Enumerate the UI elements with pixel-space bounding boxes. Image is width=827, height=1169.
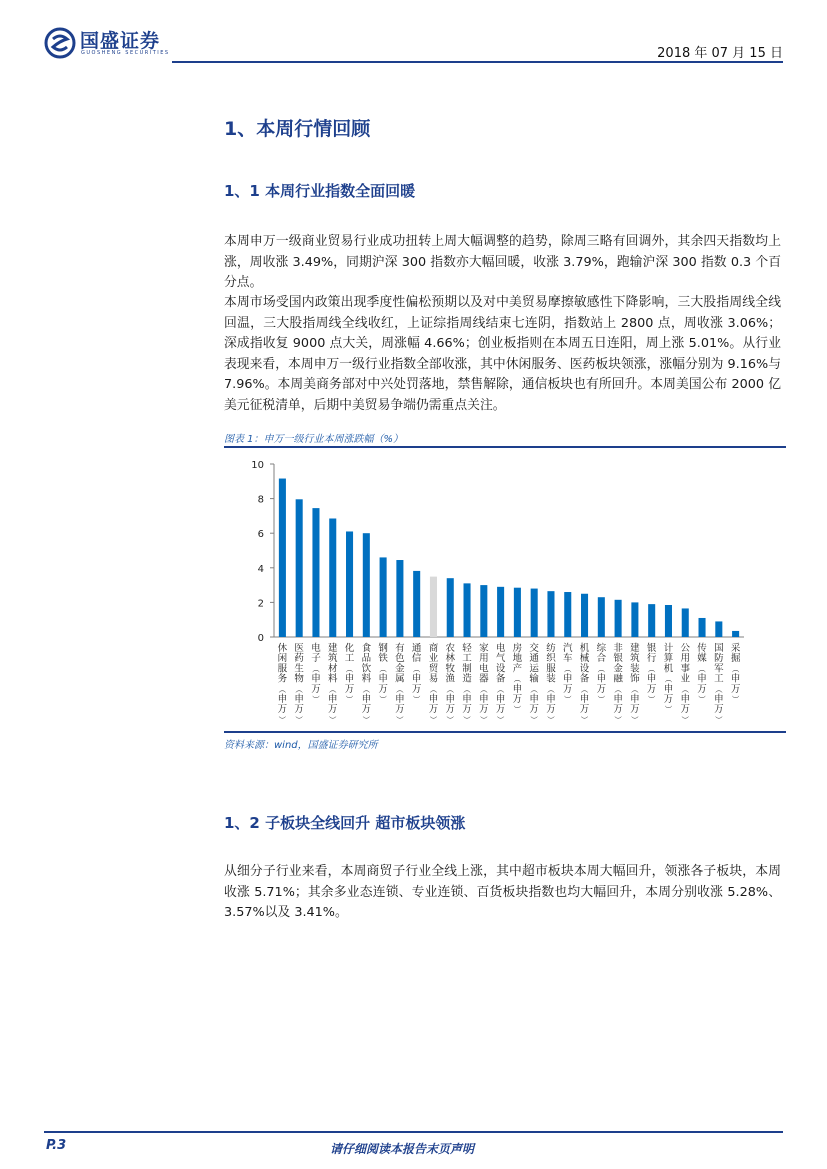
x-tick-label: 钢铁︵申万︶ <box>378 643 388 704</box>
bar <box>564 592 571 637</box>
brand-subtitle: GUOSHENG SECURITIES <box>81 50 170 56</box>
report-date: 2018 年 07 月 15 日 <box>657 46 783 61</box>
x-tick-label: 传媒︵申万︶ <box>697 643 707 704</box>
x-tick-label: 休闲服务︵申万︶ <box>277 643 288 725</box>
x-tick-label: 建筑材料︵申万︶ <box>327 643 338 725</box>
x-tick-label: 综合︵申万︶ <box>596 643 607 704</box>
y-tick-label: 4 <box>257 563 264 575</box>
x-tick-label: 化工︵申万︶ <box>344 643 355 704</box>
bar <box>547 591 554 637</box>
x-tick-label: 通信︵申万︶ <box>411 643 422 704</box>
bar <box>648 604 655 637</box>
figure-bottom-rule <box>224 731 786 733</box>
subsection-title-1-2: 1、2 子板块全线回升 超市板块领涨 <box>224 814 466 832</box>
bar <box>430 577 437 637</box>
bar <box>598 597 605 637</box>
paragraph-subsector: 从细分子行业来看，本周商贸子行业全线上涨，其中超市板块本周大幅回升，领涨各子板块，本周收涨 5.71%；其余多业态连锁、专业连锁、百货板块指数也均大幅回升，本周分别收涨 5.28%、3.57%以及 3.41%。 <box>224 864 781 921</box>
bar <box>715 621 722 637</box>
bar <box>380 557 387 637</box>
brand-name: 国盛证券 <box>80 30 161 52</box>
bar <box>581 594 588 637</box>
bar <box>732 631 739 637</box>
y-tick-label: 8 <box>257 494 264 506</box>
y-tick-label: 10 <box>251 460 264 471</box>
figure-top-rule <box>224 446 786 448</box>
industry-bar-chart <box>224 450 786 730</box>
bar <box>480 585 487 637</box>
y-tick-label: 2 <box>257 598 264 610</box>
x-tick-label: 有色金属︵申万︶ <box>395 643 405 725</box>
x-tick-label: 交通运输︵申万︶ <box>529 643 539 725</box>
x-tick-label: 建筑装饰︵申万︶ <box>630 643 640 725</box>
x-tick-label: 医药生物︵申万︶ <box>294 643 304 725</box>
bar <box>346 531 353 637</box>
figure-source: 资料来源：wind，国盛证券研究所 <box>224 740 378 751</box>
bar <box>665 605 672 637</box>
bar <box>615 600 622 637</box>
x-tick-label: 商业贸易︵申万︶ <box>428 643 439 725</box>
x-tick-label: 农林牧渔︵申万︶ <box>445 643 456 725</box>
bar <box>329 518 336 637</box>
y-tick-label: 0 <box>257 633 264 644</box>
paragraph-weekly-summary: 本周申万一级商业贸易行业成功扭转上周大幅调整的趋势，除周三略有回调外，其余四天指数均上涨，周收涨 3.49%，同期沪深 300 指数亦大幅回暖，收涨 3.79%，跑输沪深 300 指数 0.3 个百分点。 <box>224 234 781 291</box>
x-tick-label: 电子︵申万︶ <box>311 643 321 704</box>
bar <box>296 499 303 637</box>
bar <box>413 571 420 637</box>
bar <box>447 578 454 637</box>
bar <box>396 560 403 637</box>
x-tick-label: 机械设备︵申万︶ <box>579 643 590 725</box>
subsection-title-1-1: 1、1 本周行业指数全面回暖 <box>224 182 416 200</box>
footer-disclaimer: 请仔细阅读本报告末页声明 <box>330 1142 475 1156</box>
bar <box>699 618 706 637</box>
guosheng-logo-icon <box>44 27 76 59</box>
x-tick-label: 国防军工︵申万︶ <box>714 643 724 725</box>
page-number: P.3 <box>46 1138 67 1153</box>
y-tick-label: 6 <box>257 529 264 541</box>
brand-logo <box>44 25 184 65</box>
x-tick-label: 轻工制造︵申万︶ <box>462 643 472 725</box>
x-tick-label: 食品饮料︵申万︶ <box>361 643 372 725</box>
x-tick-label: 银行︵申万︶ <box>646 643 657 704</box>
x-tick-label: 房地产︵申万︶ <box>512 643 523 715</box>
x-tick-label: 公用事业︵申万︶ <box>680 643 691 725</box>
bar <box>631 602 638 637</box>
paragraph-market-review: 本周市场受国内政策出现季度性偏松预期以及对中美贸易摩擦敏感性下降影响，三大股指周线全线回温，三大股指周线全线收红，上证综指周线结束七连阴，指数站上 2800 点，周收涨 3.06%；深成指收复 9000 点大关，周涨幅 4.66%；创业板指则在本周五日连阳，周上涨 5.01%。从行业表现来看，本周申万一级行业指数全部收涨，其中休闲服务、医药板块领涨，涨幅分别为 9.16%与 7.96%。本周美商务部对中兴处罚落地，禁售解除，通信板块也有所回升。本周美国公布 2000 亿美元征税清单，后期中美贸易争端仍需重点关注。 <box>224 295 781 413</box>
section-title: 1、本周行情回顾 <box>224 118 371 140</box>
bar <box>464 583 471 637</box>
x-tick-label: 计算机︵申万︶ <box>663 643 674 715</box>
header-rule <box>172 61 783 63</box>
bar <box>531 589 538 637</box>
figure-title: 图表 1：申万一级行业本周涨跌幅（%） <box>224 434 404 445</box>
x-tick-label: 电气设备︵申万︶ <box>495 643 506 725</box>
x-tick-label: 采掘︵申万︶ <box>730 643 741 704</box>
bar <box>363 533 370 637</box>
x-tick-label: 家用电器︵申万︶ <box>479 643 489 725</box>
x-tick-label: 纺织服装︵申万︶ <box>546 643 556 725</box>
bar <box>497 587 504 637</box>
bar <box>514 588 521 637</box>
x-tick-label: 非银金融︵申万︶ <box>613 643 623 725</box>
x-tick-label: 汽车︵申万︶ <box>562 643 573 704</box>
bar <box>682 608 689 637</box>
bar <box>279 479 286 637</box>
bar <box>312 508 319 637</box>
footer-rule <box>44 1131 783 1133</box>
